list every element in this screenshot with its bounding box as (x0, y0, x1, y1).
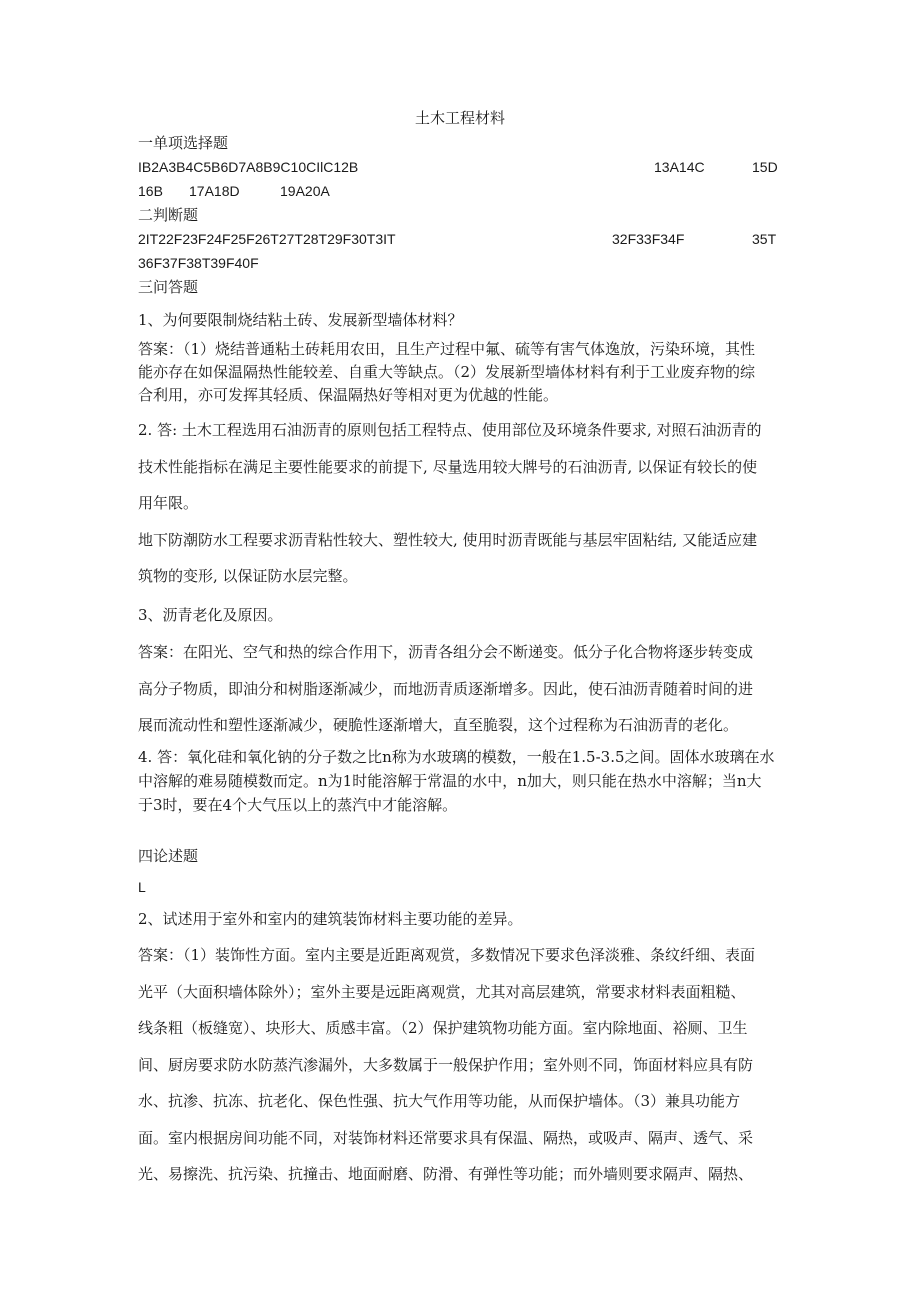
answer-line: 36F37F38T39F40F (138, 255, 259, 271)
answer-line: IB2A3B4C5B6D7A8B9C10CIlC12B (138, 159, 359, 175)
answer-line: 13A14C (654, 159, 705, 175)
answer-line: 35T (752, 231, 777, 247)
essay-answer-line: 面。室内根据房间功能不同，对装饰材料还常要求具有保温、隔热，或吸声、隔声、透气、采 (138, 1129, 754, 1147)
section-heading-essay: 四论述题 (138, 847, 199, 865)
essay-item-1: L (138, 879, 146, 895)
answer-2-line: 用年限。 (138, 494, 199, 512)
essay-answer-line: 答案：（1）装饰性方面。室内主要是近距离观赏，多数情况下要求色泽淡雅、条纹纤细、表面 (138, 946, 756, 964)
answer-4-line: 中溶解的难易随模数而定。n为1时能溶解于常温的水中，n加大，则只能在热水中溶解；当n大 (138, 772, 762, 790)
answer-line: 32F33F34F (612, 231, 685, 247)
answer-line: 15D (752, 159, 778, 175)
answer-line: 17A18D (189, 183, 240, 199)
answer-4-line: 4. 答：氧化硅和氧化钠的分子数之比n称为水玻璃的模数，一般在1.5-3.5之间。固体水玻璃在水 (138, 748, 775, 766)
answer-2-line: 地下防潮防水工程要求沥青粘性较大、塑性较大, 使用时沥青既能与基层牢固粘结, 又能适应建 (138, 531, 758, 549)
essay-answer-line: 线条粗（板缝宽）、块形大、质感丰富。（2）保护建筑物功能方面。室内除地面、裕厕、卫生 (138, 1019, 748, 1037)
section-heading-single-choice: 一单项选择题 (138, 134, 229, 152)
question-essay-2: 2、试述用于室外和室内的建筑装饰材料主要功能的差异。 (138, 910, 523, 928)
essay-answer-line: 光平（大面积墙体除外）；室外主要是远距离观赏，尤其对高层建筑，常要求材料表面粗糙、 (138, 983, 746, 1001)
answer-2-line: 技术性能指标在满足主要性能要求的前提下, 尽量选用较大牌号的石油沥青, 以保证有较长的使 (138, 458, 758, 476)
answer-1-line: 合利用，亦可发挥其轻质、保温隔热好等相对更为优越的性能。 (138, 386, 559, 404)
answer-3-line: 答案：在阳光、空气和热的综合作用下，沥青各组分会不断递变。低分子化合物将逐步转变成 (138, 643, 754, 661)
answer-3-line: 高分子物质，即油分和树脂逐渐减少，而地沥青质逐渐增多。因此，使石油沥青随着时间的进 (138, 680, 754, 698)
answer-1-line: 能亦存在如保温隔热性能较差、自重大等缺点。（2）发展新型墙体材料有利于工业废弃物的综 (138, 363, 756, 381)
answer-1-line: 答案：（1）烧结普通粘土砖耗用农田，且生产过程中氟、硫等有害气体逸放，污染环境，其性 (138, 340, 756, 358)
essay-answer-line: 光、易擦洗、抗污染、抗撞击、地面耐磨、防滑、有弹性等功能；而外墙则要求隔声、隔热、 (138, 1165, 754, 1183)
answer-line: 2IT22F23F24F25F26T27T28T29F30T3IT (138, 231, 396, 247)
question-1: 1、为何要限制烧结粘土砖、发展新型墙体材料？ (138, 311, 463, 329)
answer-2-line: 2. 答: 土木工程选用石油沥青的原则包括工程特点、使用部位及环境条件要求, 对照石油沥青的 (138, 421, 762, 439)
question-3: 3、沥青老化及原因。 (138, 606, 283, 624)
essay-answer-line: 水、抗渗、抗冻、抗老化、保色性强、抗大气作用等功能，从而保护墙体。（3）兼具功能方 (138, 1092, 741, 1110)
answer-3-line: 展而流动性和塑性逐渐减少，硬脆性逐渐增大，直至脆裂，这个过程称为石油沥青的老化。 (138, 716, 739, 734)
answer-4-line: 于3时，要在4个大气压以上的蒸汽中才能溶解。 (138, 796, 458, 814)
answer-2-line: 筑物的变形, 以保证防水层完整。 (138, 567, 358, 585)
document-title: 土木工程材料 (414, 109, 505, 127)
section-heading-qa: 三问答题 (138, 278, 199, 296)
answer-line: 19A20A (280, 183, 330, 199)
section-heading-true-false: 二判断题 (138, 206, 199, 224)
answer-line: 16B (138, 183, 163, 199)
essay-answer-line: 间、厨房要求防水防蒸汽渗漏外，大多数属于一般保护作用；室外则不同，饰面材料应具有防 (138, 1056, 754, 1074)
